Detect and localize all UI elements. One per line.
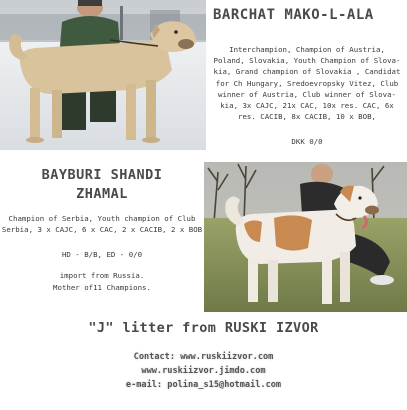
- male-dog-titles: Interchampion, Champion of Austria, Poland, Slovakia, Youth Champion of Slova- kia, Grand champion of Slovakia , Candidat for Ch Hungary, Sredoevropsky Vitez, Club winner of Austria, Club winner of Slova- kia, 3x CAJC, 21x CAC, 10x res. CAC, 6x res. CACIB, 8x CACIB, 10 x BOB,: [213, 45, 401, 122]
- female-dog-import-note: import from Russia. Mother of11 Champions.: [53, 271, 151, 292]
- contact-website-alt[interactable]: www.ruskiizvor.jimdo.com: [141, 366, 266, 376]
- male-dog-photo: [0, 0, 206, 150]
- female-dog-name: BAYBURI SHANDI ZHAMAL: [41, 167, 163, 202]
- contact-block: [0, 350, 407, 392]
- female-dog-health: HD - B/B, ED - 0/0: [61, 250, 143, 259]
- contact-website[interactable]: Contact: www.ruskiizvor.com: [133, 352, 274, 362]
- contact-email[interactable]: e-mail: polina_s15@hotmail.com: [125, 380, 282, 390]
- female-dog-illustration: [204, 162, 407, 312]
- male-dog-illustration: [0, 0, 206, 150]
- male-dog-health: DKK 0/0: [291, 137, 323, 146]
- male-dog-name: BARCHAT MAKO-L-ALA: [213, 7, 374, 23]
- female-dog-photo: [204, 162, 407, 312]
- litter-title: "J" litter from RUSKI IZVOR: [88, 320, 319, 336]
- female-dog-titles: Champion of Serbia, Youth champion of Club Serbia, 3 x CAJC, 6 x CAC, 2 x CACIB, 2 x BOB: [1, 214, 203, 235]
